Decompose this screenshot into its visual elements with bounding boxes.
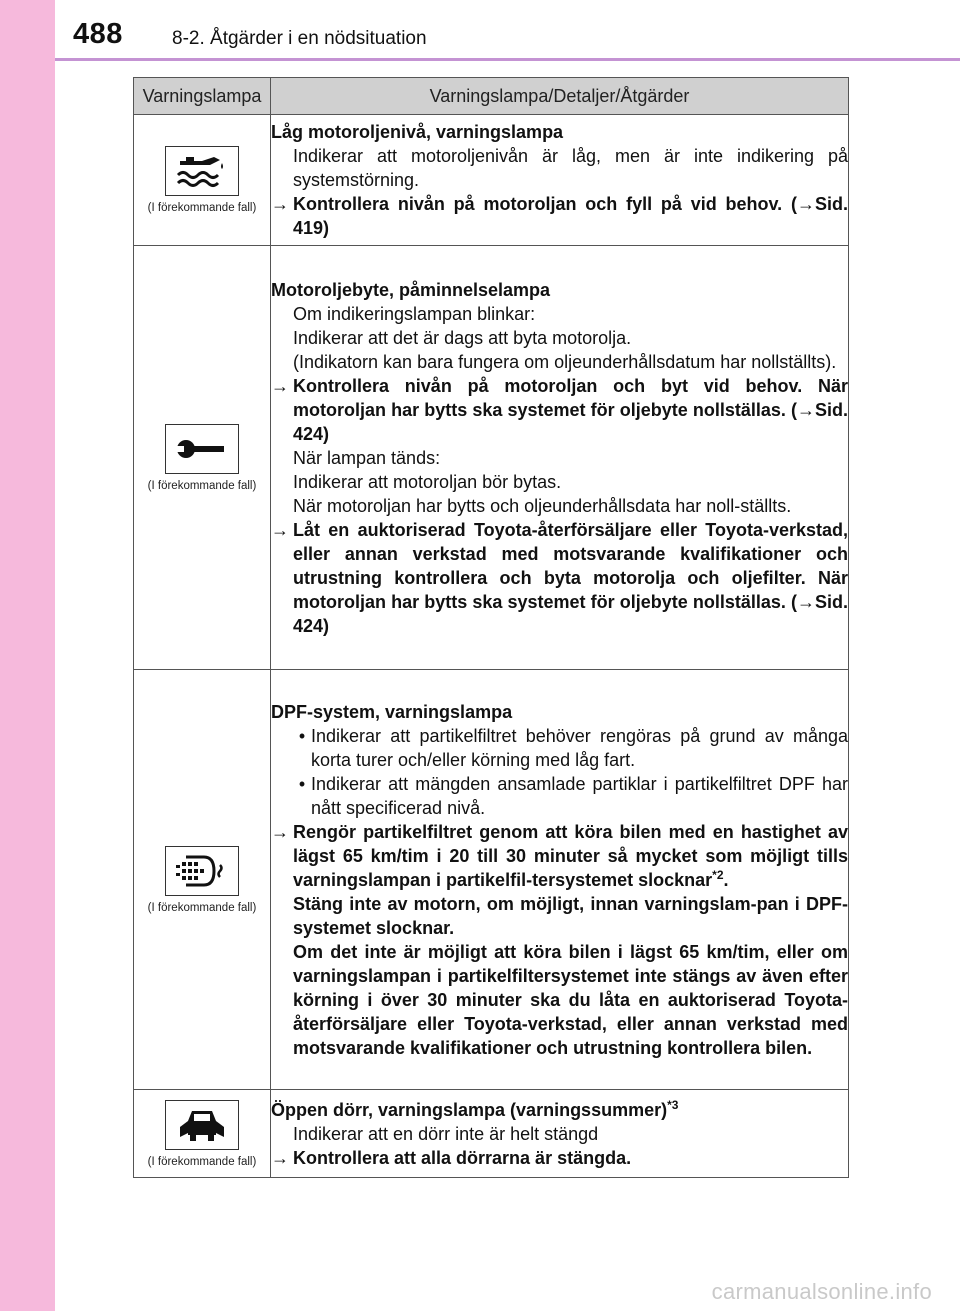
section-title: 8-2. Åtgärder i en nödsituation xyxy=(172,28,427,49)
action-text: Låt en auktoriserad Toyota-återförsäljare eller Toyota-verkstad, eller annan verkstad med motsvarande kvalifikationer och utrustning kontrollera och byta motorolja och oljefilter. När motoroljan har bytts ska systemet för oljebyte nollställas. (→Sid. 424) xyxy=(293,519,848,636)
row-action xyxy=(271,820,848,892)
table-row xyxy=(134,115,849,246)
arrow-icon: → xyxy=(271,821,289,842)
row-action xyxy=(271,518,848,638)
row-text: Indikerar att en dörr inte är helt stängd xyxy=(293,1123,599,1144)
icon-cell xyxy=(134,1090,271,1178)
details-cell xyxy=(271,115,849,246)
row-title-text: Öppen dörr, varningslampa (varningssummer) xyxy=(271,1099,668,1120)
table-row xyxy=(134,670,849,1090)
oil-level-icon xyxy=(165,146,239,196)
bullet-item xyxy=(293,772,848,820)
icon-note: (I förekommande fall) xyxy=(147,479,257,492)
row-action-continued xyxy=(271,940,848,1060)
action-text xyxy=(293,820,848,892)
row-title: Motoroljebyte, påminnelselampa xyxy=(271,279,551,300)
arrow-icon: → xyxy=(271,519,289,540)
footnote-ref: *2 xyxy=(712,867,724,882)
watermark: carmanualsonline.info xyxy=(711,1279,932,1304)
wrench-icon xyxy=(165,424,239,474)
open-door-icon xyxy=(165,1100,239,1150)
row-title xyxy=(271,1098,848,1122)
page-number: 488 xyxy=(73,18,123,50)
icon-note: (I förekommande fall) xyxy=(147,901,257,914)
action-text-end: . xyxy=(723,869,729,890)
row-text: När motoroljan har bytts och oljeunderhållsdata har noll-ställts. xyxy=(293,495,792,516)
details-cell xyxy=(271,1090,849,1178)
header-divider xyxy=(55,58,960,61)
table-header-row xyxy=(134,78,849,115)
table-row xyxy=(134,246,849,670)
details-cell xyxy=(271,670,849,1090)
arrow-icon: → xyxy=(271,194,289,214)
bullet-icon: • xyxy=(298,725,306,746)
bullet-text: Indikerar att partikelfiltret behöver rengöras på grund av många korta turer och/eller körning med låg fart. xyxy=(311,725,848,770)
col-header-details: Varningslampa/Detaljer/Åtgärder xyxy=(271,78,849,115)
details-cell xyxy=(271,246,849,670)
row-action-continued xyxy=(271,892,848,940)
row-action xyxy=(271,1146,848,1170)
row-text: Indikerar att motoroljan bör bytas. xyxy=(293,471,562,492)
bullet-item xyxy=(293,724,848,772)
row-title: Låg motoroljenivå, varningslampa xyxy=(271,122,564,142)
action-text: Stäng inte av motorn, om möjligt, innan varningslam-pan i DPF-systemet slocknar. xyxy=(293,893,848,938)
warning-lamp-table xyxy=(133,77,849,1178)
bullet-text: Indikerar att mängden ansamlade partiklar i partikelfiltret DPF har nått specificerad nivå. xyxy=(311,773,848,818)
icon-note: (I förekommande fall) xyxy=(147,202,257,214)
action-text: Kontrollera att alla dörrarna är stängda. xyxy=(293,1147,632,1168)
dpf-filter-icon xyxy=(165,846,239,896)
row-title: DPF-system, varningslampa xyxy=(271,701,513,722)
action-text: Om det inte är möjligt att köra bilen i lägst 65 km/tim, eller om varningslampan i partikelfiltersystemet inte stängs av även efter körning i över 30 minuter ska du låta en auktoriserad Toyota-återförsäljare eller Toyota-verkstad, eller annan verkstad med motsvarande kvalifikationer och utrustning kontrollera bilen. xyxy=(293,941,848,1058)
icon-cell xyxy=(134,246,271,670)
bullet-icon: • xyxy=(298,773,306,794)
arrow-icon: → xyxy=(271,375,289,396)
action-text: Kontrollera nivån på motoroljan och fyll på vid behov. (→Sid. 419) xyxy=(293,194,848,238)
row-action xyxy=(271,374,848,446)
row-text: (Indikatorn kan bara fungera om oljeunderhållsdatum har nollställts). xyxy=(293,351,837,372)
action-text-main: Rengör partikelfiltret genom att köra bilen med en hastighet av lägst 65 km/tim i 20 till 30 minuter så mycket som möjligt tills varningslampan i partikelfil-tersystemet slocknar xyxy=(293,821,848,890)
arrow-icon: → xyxy=(271,1147,289,1168)
table-row xyxy=(134,1090,849,1178)
action-text: Kontrollera nivån på motoroljan och byt vid behov. När motoroljan har bytts ska systemet för oljebyte nollställas. (→Sid. 424) xyxy=(293,375,848,444)
icon-note: (I förekommande fall) xyxy=(147,1155,257,1168)
footnote-ref: *3 xyxy=(667,1097,679,1112)
icon-cell xyxy=(134,670,271,1090)
row-action xyxy=(271,192,848,240)
left-color-strip xyxy=(0,0,55,1311)
row-text: Om indikeringslampan blinkar: xyxy=(293,303,536,324)
col-header-lamp: Varningslampa xyxy=(134,78,271,115)
row-text: Indikerar att det är dags att byta motorolja. xyxy=(293,327,632,348)
row-text: När lampan tänds: xyxy=(293,447,441,468)
icon-cell xyxy=(134,115,271,246)
row-text: Indikerar att motoroljenivån är låg, men är inte indikering på systemstörning. xyxy=(293,146,848,190)
